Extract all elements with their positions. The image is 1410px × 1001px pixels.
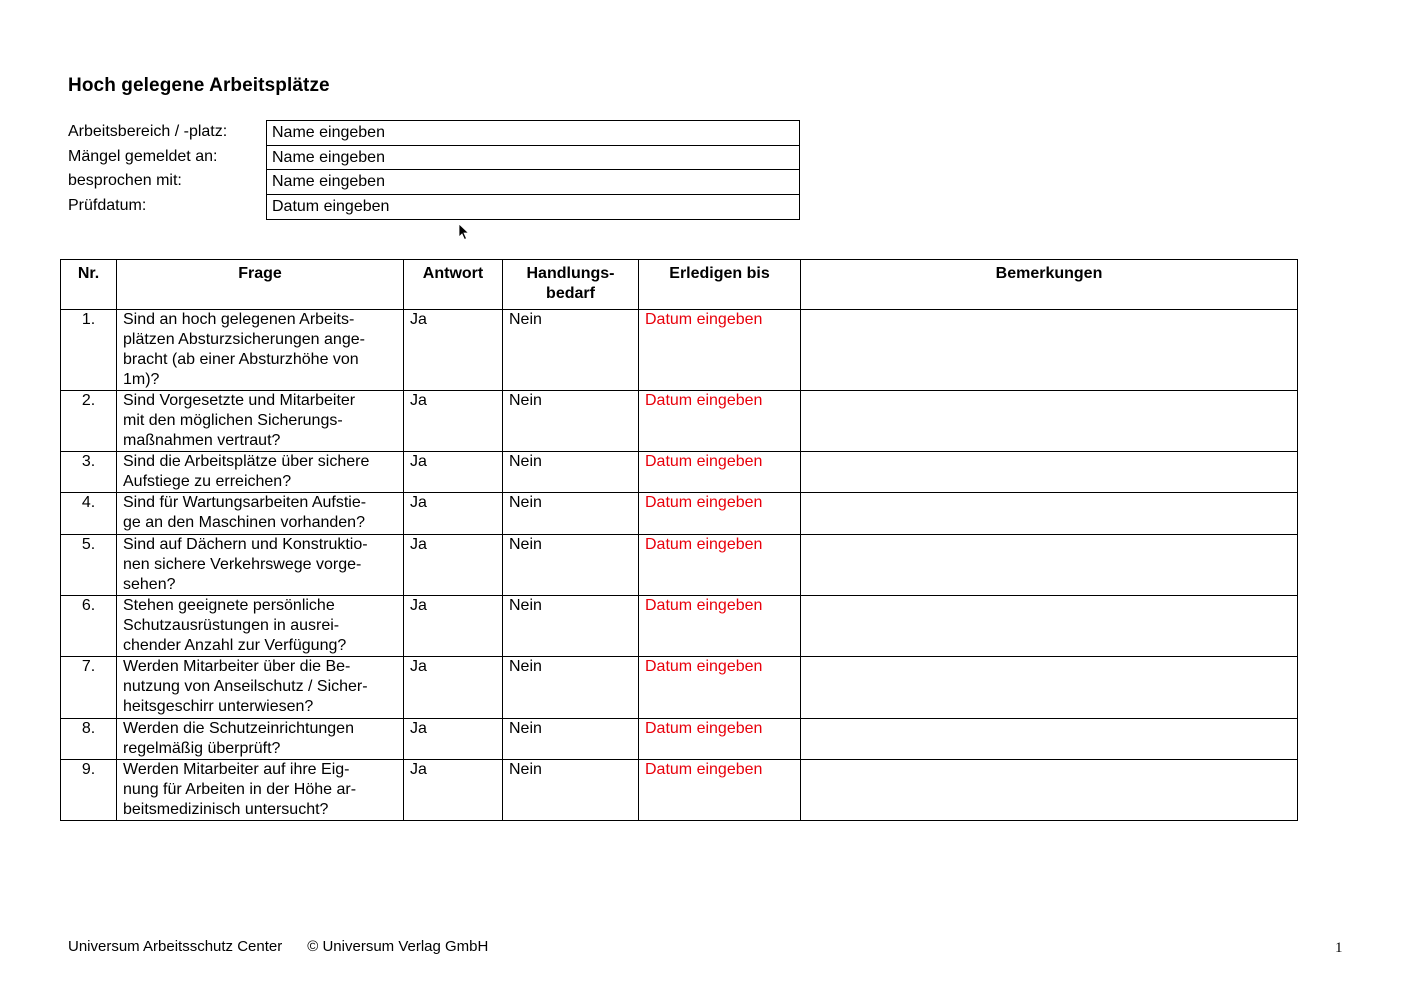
question-line: mit den möglichen Sicherungs- [123,412,343,429]
answer-nein-option[interactable]: Nein [503,493,639,535]
page-number: 1 [1335,940,1343,956]
remarks-field[interactable] [801,596,1298,657]
question-line: Stehen geeignete persönliche [123,597,335,614]
question-line: Sind die Arbeitsplätze über sichere [123,453,370,470]
question-line: heitsgeschirr unterwiesen? [123,698,314,715]
header-antwort: Antwort [404,260,503,310]
row-number: 7. [61,657,117,719]
due-date-field[interactable]: Datum eingeben [639,760,801,821]
question-line: Werden die Schutzeinrichtungen [123,720,354,737]
question-cell [117,657,404,719]
question-line: Schutzausrüstungen in ausrei- [123,617,340,634]
row-number: 2. [61,391,117,452]
answer-nein-option[interactable]: Nein [503,596,639,657]
page-title: Hoch gelegene Arbeitsplätze [68,75,330,96]
question-line: ge an den Maschinen vorhanden? [123,514,365,531]
arbeitsbereich-field[interactable]: Name eingeben [267,121,799,146]
question-line: Werden Mitarbeiter über die Be- [123,658,351,675]
answer-nein-option[interactable]: Nein [503,760,639,821]
question-line: Sind Vorgesetzte und Mitarbeiter [123,392,356,409]
question-line: Werden Mitarbeiter auf ihre Eig- [123,761,350,778]
answer-ja-option[interactable]: Ja [404,719,503,760]
answer-nein-option[interactable]: Nein [503,391,639,452]
remarks-field[interactable] [801,452,1298,493]
answer-nein-option[interactable]: Nein [503,719,639,760]
due-date-field[interactable]: Datum eingeben [639,657,801,719]
question-line: Aufstiege zu erreichen? [123,473,292,490]
label-arbeitsbereich: Arbeitsbereich / -platz: [68,123,228,140]
table-row [61,657,1298,719]
question-cell [117,493,404,535]
due-date-field[interactable]: Datum eingeben [639,391,801,452]
question-line: Sind für Wartungsarbeiten Aufstie- [123,494,367,511]
remarks-field[interactable] [801,657,1298,719]
answer-nein-option[interactable]: Nein [503,452,639,493]
header-handlungsbedarf-line1: Handlungs- [526,265,615,282]
question-line: Sind an hoch gelegenen Arbeits- [123,311,355,328]
question-line: chender Anzahl zur Verfügung? [123,637,347,654]
question-cell [117,760,404,821]
row-number: 4. [61,493,117,535]
table-row [61,719,1298,760]
besprochen-mit-field[interactable]: Name eingeben [267,170,799,195]
table-row [61,535,1298,596]
row-number: 9. [61,760,117,821]
remarks-field[interactable] [801,760,1298,821]
label-pruefdatum: Prüfdatum: [68,196,147,214]
table-row [61,391,1298,452]
row-number: 1. [61,310,117,391]
answer-nein-option[interactable]: Nein [503,310,639,391]
header-erledigen-bis: Erledigen bis [639,260,801,310]
question-line: Sind auf Dächern und Konstruktio- [123,536,368,553]
question-cell [117,391,404,452]
remarks-field[interactable] [801,493,1298,535]
remarks-field[interactable] [801,719,1298,760]
answer-ja-option[interactable]: Ja [404,493,503,535]
due-date-field[interactable]: Datum eingeben [639,452,801,493]
question-line: sehen? [123,576,176,593]
header-handlungsbedarf [503,260,639,310]
table-row [61,596,1298,657]
remarks-field[interactable] [801,391,1298,452]
footer [68,938,488,955]
row-number: 8. [61,719,117,760]
table-row [61,452,1298,493]
row-number: 3. [61,452,117,493]
mouse-pointer-icon [458,223,470,241]
answer-nein-option[interactable]: Nein [503,657,639,719]
header-nr: Nr. [61,260,117,310]
question-line: regelmäßig überprüft? [123,740,281,757]
question-line: nung für Arbeiten in der Höhe ar- [123,781,357,798]
answer-ja-option[interactable]: Ja [404,596,503,657]
info-form [266,120,800,220]
question-line: 1m)? [123,371,160,388]
remarks-field[interactable] [801,535,1298,596]
table-header-row [61,260,1298,310]
row-number: 6. [61,596,117,657]
info-labels [68,120,227,218]
pruefdatum-field[interactable]: Datum eingeben [272,197,390,215]
question-line: beitsmedizinisch untersucht? [123,801,329,818]
question-line: bracht (ab einer Absturzhöhe von [123,351,359,368]
remarks-field[interactable] [801,310,1298,391]
footer-publisher: Universum Arbeitsschutz Center [68,938,283,955]
question-line: maßnahmen vertraut? [123,432,281,449]
question-cell [117,535,404,596]
question-cell [117,596,404,657]
table-row [61,310,1298,391]
checklist-table [60,259,1298,821]
label-besprochen-mit: besprochen mit: [68,172,182,189]
due-date-field[interactable]: Datum eingeben [639,719,801,760]
label-maengel-gemeldet: Mängel gemeldet an: [68,147,218,165]
answer-ja-option[interactable]: Ja [404,657,503,719]
header-bemerkungen: Bemerkungen [801,260,1298,310]
header-frage: Frage [117,260,404,310]
answer-ja-option[interactable]: Ja [404,452,503,493]
answer-ja-option[interactable]: Ja [404,760,503,821]
table-row [61,493,1298,535]
answer-ja-option[interactable]: Ja [404,310,503,391]
question-cell [117,452,404,493]
question-line: nutzung von Anseilschutz / Sicher- [123,678,368,695]
table-row [61,760,1298,821]
maengel-gemeldet-field[interactable]: Name eingeben [267,146,799,171]
answer-ja-option[interactable]: Ja [404,535,503,596]
question-cell [117,719,404,760]
question-line: nen sichere Verkehrswege vorge- [123,556,362,573]
footer-copyright: © Universum Verlag GmbH [307,938,489,955]
due-date-field[interactable]: Datum eingeben [639,535,801,596]
due-date-field[interactable]: Datum eingeben [639,596,801,657]
answer-nein-option[interactable]: Nein [503,535,639,596]
header-handlungsbedarf-line2: bedarf [546,285,595,302]
question-line: plätzen Absturzsicherungen ange- [123,331,365,348]
question-cell [117,310,404,391]
row-number: 5. [61,535,117,596]
answer-ja-option[interactable]: Ja [404,391,503,452]
due-date-field[interactable]: Datum eingeben [639,493,801,535]
due-date-field[interactable]: Datum eingeben [639,310,801,391]
